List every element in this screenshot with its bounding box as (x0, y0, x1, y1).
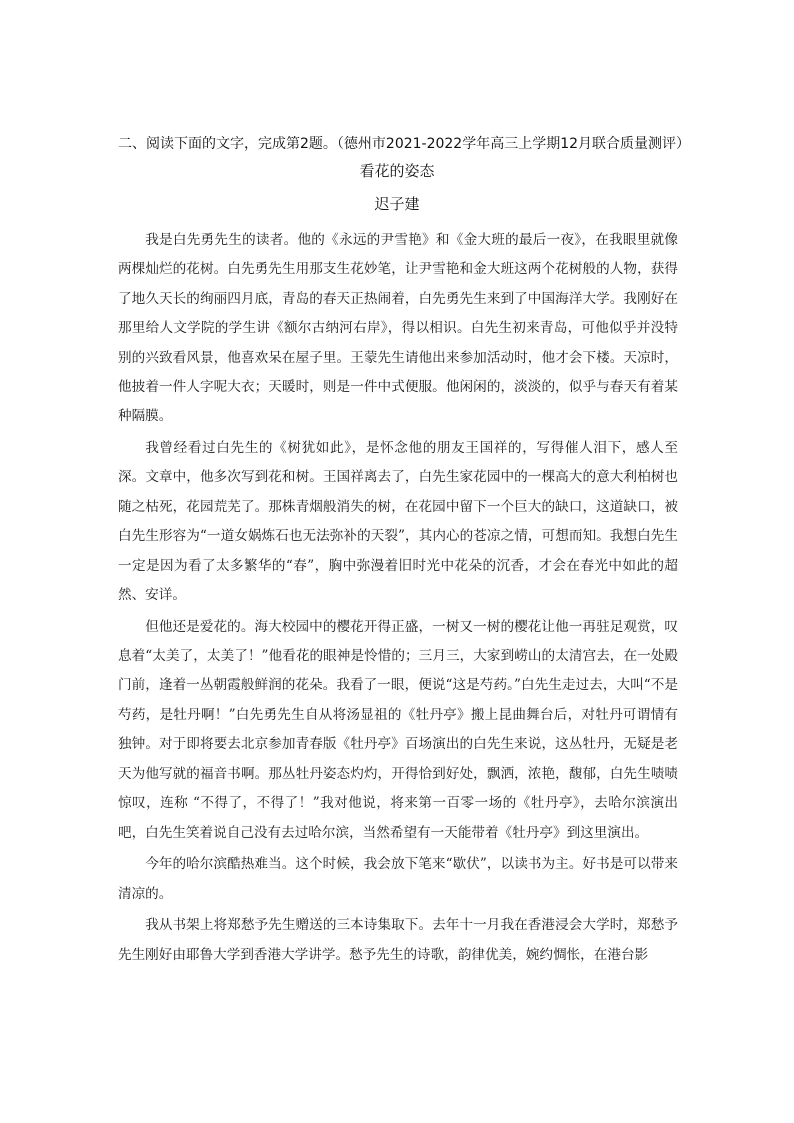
article-title: 看花的姿态 (359, 162, 435, 180)
paragraph: 今年的哈尔滨酷热难当。这个时候，我会放下笔来“歇伏”，以读书为主。好书是可以带来清凉的。 (118, 856, 678, 902)
paragraph: 我是白先勇先生的读者。他的《永远的尹雪艳》和《金大班的最后一夜》，在我眼里就像两棵灿烂的花树。白先勇先生用那支生花妙笔，让尹雪艳和金大班这两个花树般的人物，获得了地久天长的绚丽四月底，青岛的春天正热闹着，白先勇先生来到了中国海洋大学。我刚好在那里给人文学院的学生讲《额尔古纳河右岸》，得以相识。白先生初来青岛，可他似乎并没特别的兴致看风景，他喜欢呆在屋子里。王蒙先生请他出来参加活动时，他才会下楼。天凉时，他披着一件人字呢大衣；天暖时，则是一件中式便服。他闲闲的，淡淡的，似乎与春天有着某种隔膜。 (118, 232, 678, 425)
paragraph: 我从书架上将郑愁予先生赠送的三本诗集取下。去年十一月我在香港浸会大学时，郑愁予先生刚好由耶鲁大学到香港大学讲学。愁予先生的诗歌，韵律优美，婉约惆怅，在港台影 (118, 917, 678, 963)
paragraph: 但他还是爱花的。海大校园中的樱花开得正盛，一树又一树的樱花让他一再驻足观赏，叹息着“太美了，太美了！”他看花的眼神是怜惜的；三月三，大家到崂山的太清宫去，在一处殿门前，逢着一丛朝霞般鲜润的花朵。我看了一眼，便说“这是芍药。”白先生走过去，大叫“不是芍药，是牡丹啊！”白先勇先生自从将汤显祖的《牡丹亭》搬上昆曲舞台后，对牡丹可谓情有独钟。对于即将要去北京参加青春版《牡丹亭》百场演出的白先生来说，这丛牡丹，无疑是老天为他写就的福音书啊。那丛牡丹姿态灼灼，开得恰到好处，飘洒，浓艳，馥郁，白先生啧啧惊叹，连称 “不得了，不得了！”我对他说，将来第一百零一场的《牡丹亭》，去哈尔滨演出吧，白先生笑着说自己没有去过哈尔滨，当然希望有一天能带着《牡丹亭》到这里演出。 (118, 618, 678, 841)
article-author: 迟子建 (374, 195, 420, 213)
article-body (118, 226, 678, 972)
question-heading: 二、阅读下面的文字，完成第2题。（德州市2021-2022学年高三上学期12月联合质量测评） (118, 136, 691, 152)
paragraph: 我曾经看过白先生的《树犹如此》，是怀念他的朋友王国祥的，写得催人泪下，感人至深。文章中，他多次写到花和树。王国祥离去了，白先生家花园中的一棵高大的意大利柏树也随之枯死，花园荒芜了。那株青烟般消失的树，在花园中留下一个巨大的缺口，这道缺口，被白先生形容为“一道女娲炼石也无法弥补的天裂”，其内心的苍凉之情，可想而知。我想白先生一定是因为看了太多繁华的“春”，胸中弥漫着旧时光中花朵的沉香，才会在春光中如此的超然、安详。 (118, 440, 678, 604)
